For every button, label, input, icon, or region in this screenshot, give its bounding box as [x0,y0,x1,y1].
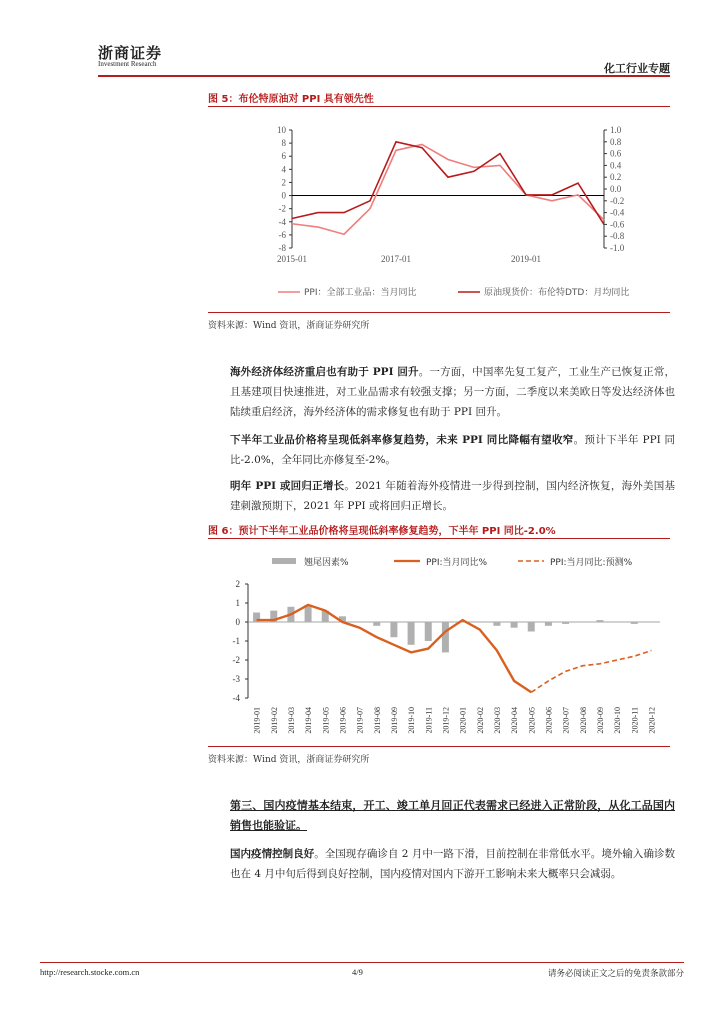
bar [596,620,603,622]
y2-tick-label: -1.0 [610,243,625,253]
paragraph-1-lead: 海外经济体经济重启也有助于 PPI 回升 [230,366,419,378]
y-tick-label: -8 [278,243,286,253]
figure5-source: 资料来源：Wind 资讯，浙商证券研究所 [208,321,370,331]
legend-label: PPI:当月同比% [426,558,488,568]
y2-tick-label: -0.8 [610,231,625,242]
y-tick-label: 8 [281,138,286,149]
figure5-title: 图 5：布伦特原油对 PPI 具有领先性 [208,94,374,105]
paragraph-1 [230,362,675,422]
figure6-bottom-rule [208,746,670,747]
logo-text-en: Investment Research [98,60,157,68]
y2-tick-label: 1.0 [610,125,622,135]
legend-label: PPI:当月同比:预测% [550,558,633,568]
x-tick-label: 2020-04 [510,707,520,734]
y-tick-label: -4 [232,693,240,703]
x-tick-label: 2019-01 [511,254,541,264]
ppi-line [257,605,532,692]
bar [511,622,518,628]
figure6-title: 图 6：预计下半年工业品价格将呈现低斜率修复趋势，下半年 PPI 同比-2.0% [208,526,556,537]
y-tick-label: 6 [281,151,286,162]
paragraph-3-body: 。2021 年随着海外疫情进一步得到控制，国内经济恢复，海外美国基建刺激预期下，2021 年 PPI 或将回归正增长。 [230,480,676,512]
bar [631,622,638,624]
x-tick-label: 2019-03 [286,707,296,734]
report-category: 化工行业专题 [604,62,670,75]
paragraph-3 [230,476,675,516]
x-tick-label: 2019-02 [269,707,279,734]
y2-tick-label: -0.6 [610,219,625,230]
y-tick-label: 0 [235,617,240,627]
bar [373,622,380,626]
y2-tick-label: 0.8 [610,136,622,147]
figure5-bottom-rule [208,312,670,313]
legend-label-2: 原油现货价：布伦特DTD：月均同比 [484,288,630,298]
x-tick-label: 2019-10 [407,707,417,734]
figure6-top-rule [208,538,670,539]
bar [442,622,449,652]
figure6-chart [208,542,670,744]
section-heading [230,796,675,836]
legend-label: 翘尾因素% [304,558,349,568]
x-tick-label: 2020-10 [613,707,623,734]
y-tick-label: -4 [278,216,286,227]
paragraph-4-lead: 国内疫情控制良好 [230,848,315,860]
footer-url[interactable]: http://research.stocke.com.cn [40,967,140,977]
x-tick-label: 2020-08 [578,707,588,734]
bar [528,622,535,632]
x-tick-label: 2019-09 [389,707,399,734]
header-divider [98,75,670,77]
series-line-2 [292,142,604,225]
figure5-chart [208,110,670,310]
footer-disclaimer: 请务必阅读正文之后的免责条款部分 [547,969,684,979]
y-tick-label: 1 [235,598,240,608]
y2-tick-label: 0.6 [610,148,622,159]
y-tick-label: 10 [277,125,286,135]
y2-tick-label: 0.2 [610,172,622,183]
y-tick-label: 2 [235,579,240,589]
paragraph-3-lead: 明年 PPI 或回归正增长 [230,480,345,492]
y-tick-label: -2 [278,203,286,214]
paragraph-2 [230,430,675,470]
x-tick-label: 2019-05 [321,707,331,734]
x-tick-label: 2019-07 [355,707,365,734]
y2-tick-label: 0.0 [610,184,622,194]
bar [545,622,552,626]
forecast-line [531,651,651,693]
paragraph-1-body: 。一方面，中国率先复工复产，工业生产已恢复正常，且基建项目快速推进，对工业品需求有较强支撑；另一方面，二季度以来美欧日等发达经济体也陆续重启经济，海外经济体的需求修复也有助于 PPI 回升。 [230,366,676,418]
x-tick-label: 2020-07 [561,707,571,734]
bar [408,622,415,645]
x-tick-label: 2020-01 [458,707,468,734]
paragraph-2-body: 。预计下半年 PPI 同比-2.0%，全年同比亦修复至-2%。 [230,434,676,466]
x-tick-label: 2015-01 [277,254,307,264]
x-tick-label: 2019-08 [372,707,382,734]
x-tick-label: 2020-09 [595,707,605,734]
y-tick-label: 0 [281,190,286,201]
bar [425,622,432,641]
x-tick-label: 2019-01 [252,707,262,734]
x-tick-label: 2019-06 [338,707,348,734]
x-tick-label: 2020-11 [630,707,640,734]
figure5-top-rule [208,106,670,107]
page-number: 4/9 [352,967,363,977]
footer-divider [40,962,684,963]
figure6-source: 资料来源：Wind 资讯，浙商证券研究所 [208,755,370,765]
x-tick-label: 2020-06 [544,707,554,734]
x-tick-label: 2020-12 [647,707,657,734]
x-tick-label: 2019-11 [424,707,434,734]
y-tick-label: -1 [232,636,240,646]
x-tick-label: 2020-05 [527,707,537,734]
section-heading-text: 第三、国内疫情基本结束，开工、竣工单月回正代表需求已经进入正常阶段，从化工品国内销售也能验证。 [230,799,675,832]
legend-swatch-bars [272,558,296,564]
y-tick-label: -6 [278,229,286,240]
y-tick-label: -2 [232,655,240,665]
bar [493,622,500,626]
paragraph-2-lead: 下半年工业品价格将呈现低斜率修复趋势，未来 PPI 同比降幅有望收窄 [230,434,574,446]
y-tick-label: 4 [281,164,286,175]
series-line-1 [292,144,604,234]
y-tick-label: -3 [232,674,240,684]
x-tick-label: 2019-04 [304,707,314,734]
bar [390,622,397,637]
paragraph-4 [230,844,675,884]
y-tick-label: 2 [281,177,286,188]
y2-tick-label: -0.4 [610,207,625,218]
y2-tick-label: -0.2 [610,195,625,206]
x-tick-label: 2019-12 [441,707,451,734]
legend-label-1: PPI：全部工业品：当月同比 [304,288,417,298]
y2-tick-label: 0.4 [610,160,622,171]
x-tick-label: 2017-01 [381,254,411,264]
x-tick-label: 2020-02 [475,707,485,734]
bar [562,622,569,624]
logo-text-cn: 浙商证券 [98,44,163,62]
x-tick-label: 2020-03 [492,707,502,734]
paragraph-4-body: 。全国现存确诊自 2 月中一路下滑，目前控制在非常低水平。境外输入确诊数也在 4 月中旬后得到良好控制，国内疫情对国内下游开工影响未来大概率只会减弱。 [230,848,675,880]
